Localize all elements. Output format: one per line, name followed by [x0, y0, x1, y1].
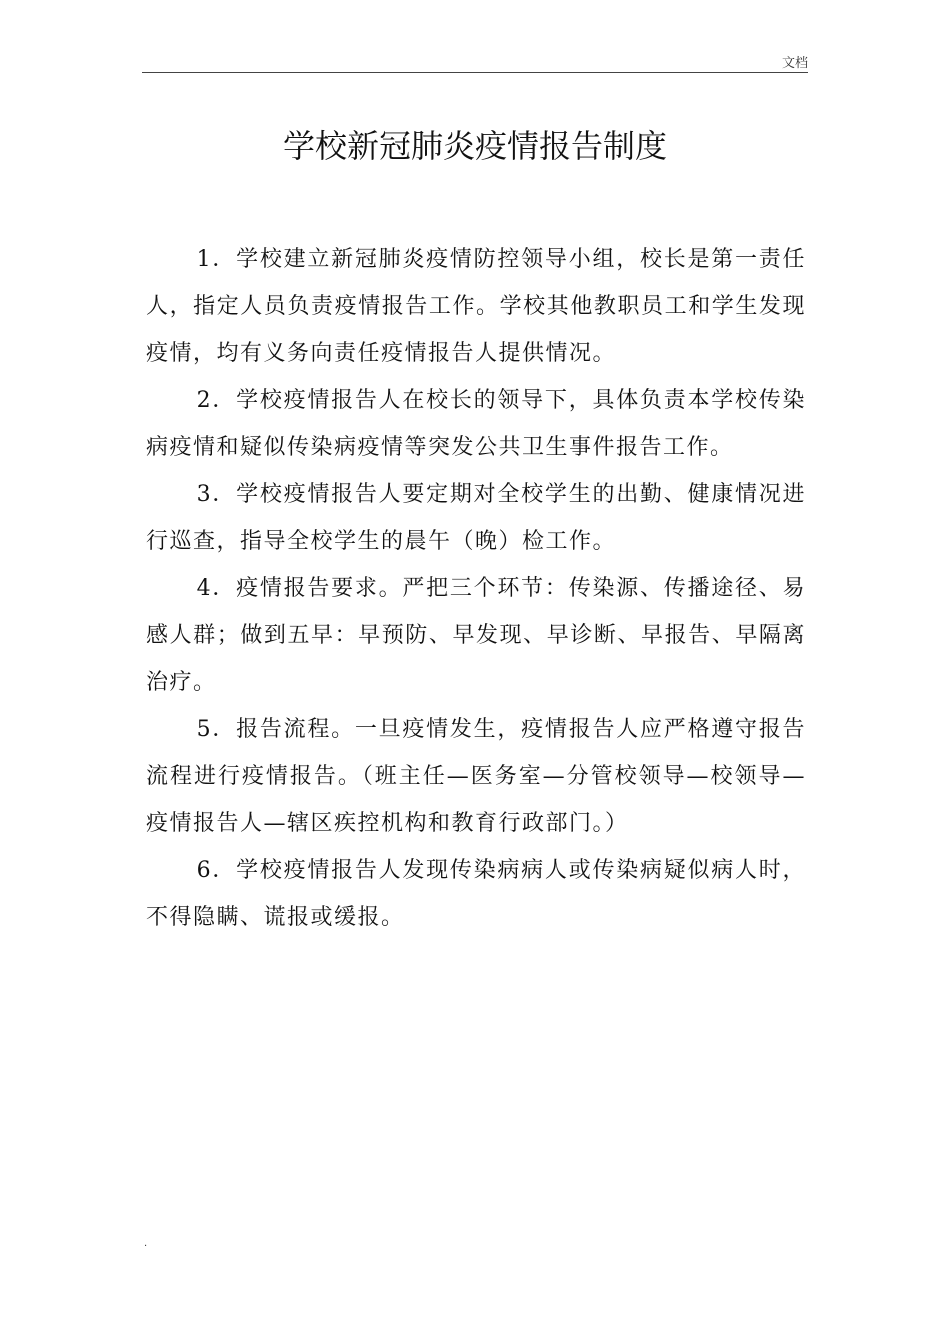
paragraph-2: 2．学校疫情报告人在校长的领导下，具体负责本学校传染病疫情和疑似传染病疫情等突发公共卫生事件报告工作。 [146, 388, 806, 460]
header-label: 文档 [781, 56, 808, 71]
document-body [146, 236, 806, 941]
document-title: 学校新冠肺炎疫情报告制度 [282, 127, 667, 165]
paragraph-1: 1．学校建立新冠肺炎疫情防控领导小组，校长是第一责任人，指定人员负责疫情报告工作。学校其他教职员工和学生发现疫情，均有义务向责任疫情报告人提供情况。 [146, 247, 806, 366]
paragraph-6: 6．学校疫情报告人发现传染病病人或传染病疑似病人时，不得隐瞒、谎报或缓报。 [146, 858, 806, 930]
header-rule [142, 72, 808, 73]
paragraph-5: 5．报告流程。一旦疫情发生，疫情报告人应严格遵守报告流程进行疫情报告。（班主任—医务室—分管校领导—校领导—疫情报告人—辖区疾控机构和教育行政部门。） [146, 717, 806, 836]
paragraph-3: 3．学校疫情报告人要定期对全校学生的出勤、健康情况进行巡查，指导全校学生的晨午（晚）检工作。 [146, 482, 806, 554]
footer-mark: . [144, 1238, 148, 1249]
paragraph-4: 4．疫情报告要求。严把三个环节：传染源、传播途径、易感人群；做到五早：早预防、早发现、早诊断、早报告、早隔离治疗。 [146, 576, 806, 695]
